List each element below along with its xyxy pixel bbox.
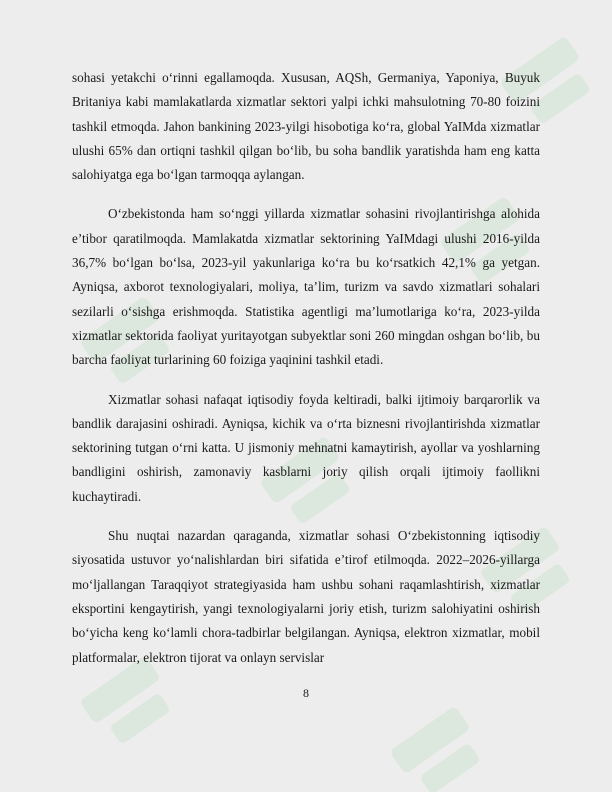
paragraph-4: Shu nuqtai nazardan qaraganda, xizmatlar sohasi O‘zbekistonning iqtisodiy siyosatida ustuvor yo‘nalishlardan biri sifatida e’tirof etilmoqda. 2022–2026-yillarga mo‘ljallangan Taraqqiyot strategiyasida ham ushbu sohani raqamlashtirish, xizmatlar eksportini kengaytirish, yangi texnologiyalarni joriy etish, turizm salohiyatini oshirish bo‘yicha keng ko‘lamli chora-tadbirlar belgilangan. Ayniqsa, elektron xizmatlar, mobil platformalar, elektron tijorat va onlayn servislar <box>72 528 540 665</box>
paragraph-2: O‘zbekistonda ham so‘nggi yillarda xizmatlar sohasini rivojlantirishga alohida e’tibor qaratilmoqda. Mamlakatda xizmatlar sektorining YaIMdagi ulushi 2016-yilda 36,7% bo‘lgan bo‘lsa, 2023-yil yakunlariga ko‘ra bu ko‘rsatkich 42,1% ga yetgan. Ayniqsa, axborot texnologiyalari, moliya, ta’lim, turizm va savdo xizmatlari sohalari sezilarli o‘sishga erishmoqda. Statistika agentligi ma’lumotlariga ko‘ra, 2023-yilda xizmatlar sektorida faoliyat yuritayotgan subyektlar soni 260 mingdan oshgan bo‘lib, bu barcha faoliyat turlarining 60 foiziga yaqinini tashkil etadi. <box>72 206 540 368</box>
page-number: 8 <box>303 686 309 700</box>
paragraph-3: Xizmatlar sohasi nafaqat iqtisodiy foyda keltiradi, balki ijtimoiy barqarorlik va bandlik darajasini oshiradi. Ayniqsa, kichik va o‘rta biznesni rivojlantirishda xizmatlar sektorining tutgan o‘rni katta. U jismoniy mehnatni kamaytirish, ayollar va yoshlarning bandligini oshirish, zamonaviy kasblarni joriy qilish orqali ijtimoiy faollikni kuchaytiradi. <box>72 391 540 504</box>
paragraph-1: sohasi yetakchi o‘rinni egallamoqda. Xususan, AQSh, Germaniya, Yaponiya, Buyuk Britaniya kabi mamlakatlarda xizmatlar sektori yalpi ichki mahsulotning 70-80 foizini tashkil etmoqda. Jahon bankining 2023-yilgi hisobotiga ko‘ra, global YaIMda xizmatlar ulushi 65% dan ortiqni tashkil qilgan bo‘lib, bu soha bandlik yaratishda ham eng katta salohiyatga ega bo‘lgan tarmoqqa aylangan. <box>72 70 540 183</box>
body-text <box>72 66 540 685</box>
